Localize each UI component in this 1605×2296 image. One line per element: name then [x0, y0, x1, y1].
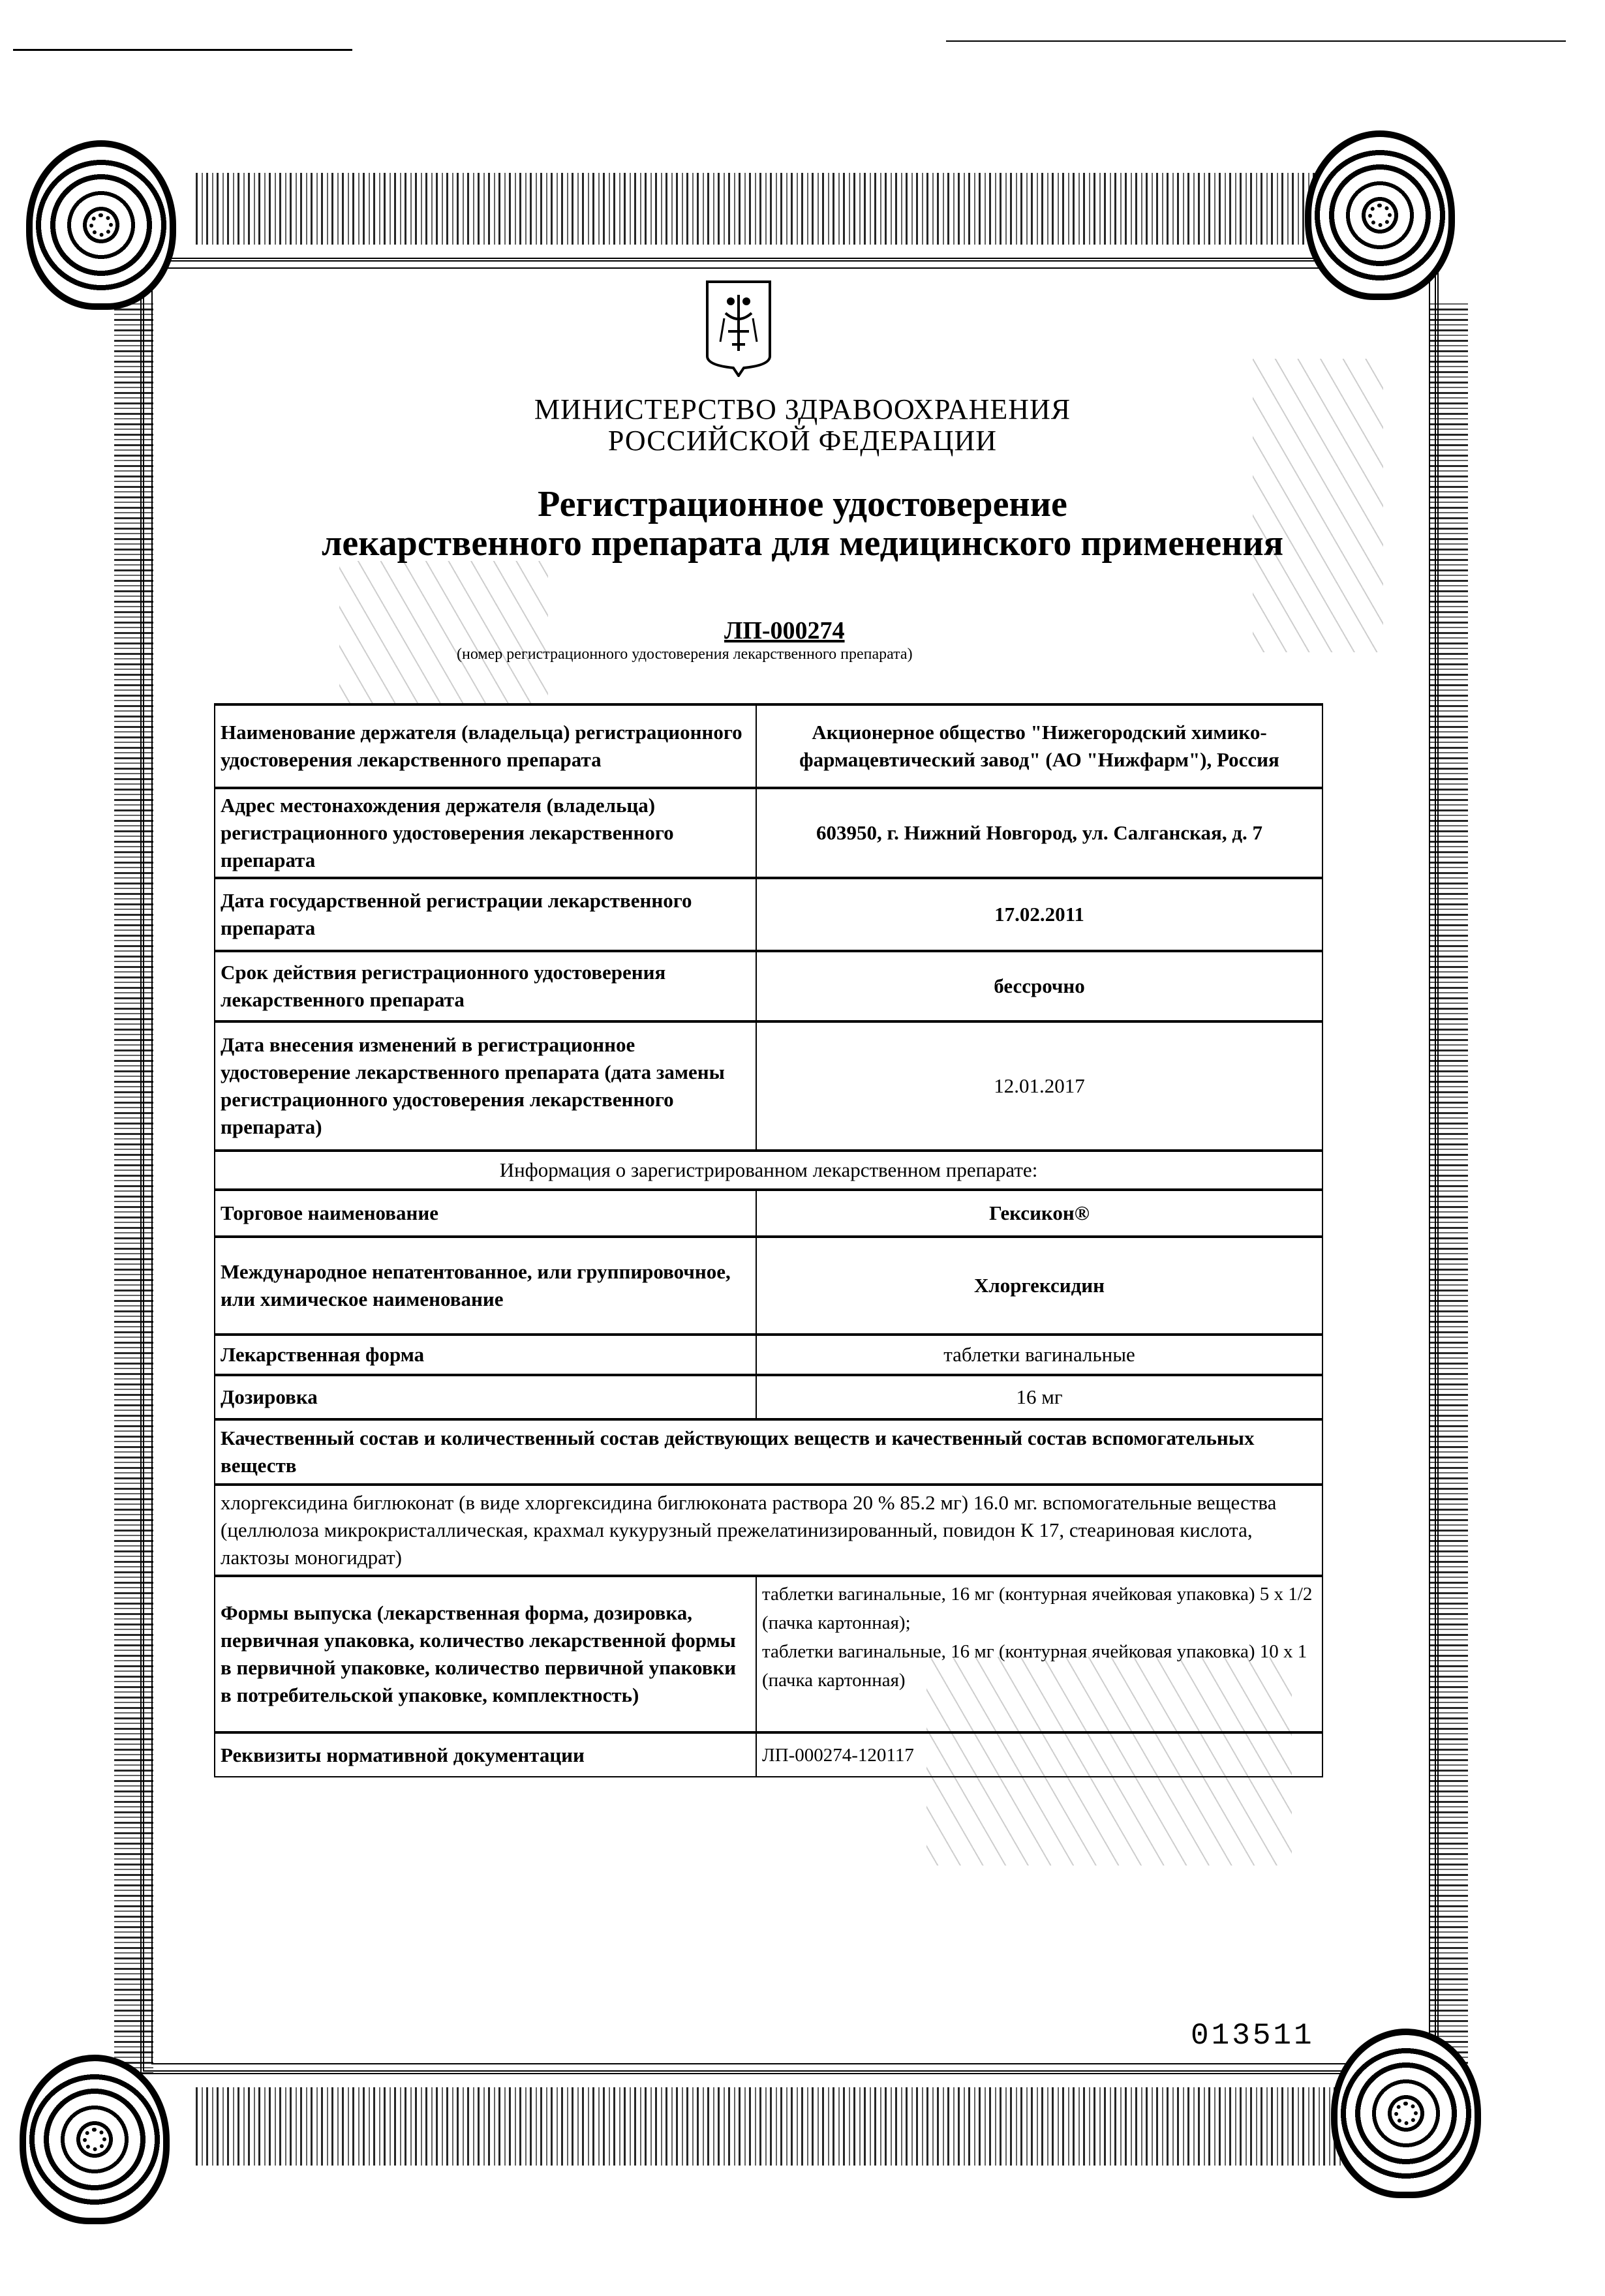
- row-label: Дозировка: [215, 1375, 756, 1419]
- frame-top-band: [196, 173, 1390, 245]
- row-value: Хлоргексидин: [756, 1237, 1322, 1335]
- table-row: [215, 1021, 1322, 1151]
- row-label: Лекарственная форма: [215, 1335, 756, 1375]
- coat-of-arms-icon: [705, 279, 772, 377]
- document-title-line2: лекарственного препарата для медицинского применения: [321, 523, 1284, 564]
- release-form-line: таблетки вагинальные, 16 мг (контурная ячейковая упаковка) 10 х 1 (пачка картонная): [762, 1641, 1307, 1691]
- document-title-line1: Регистрационное удостоверение: [538, 484, 1067, 524]
- row-label: Формы выпуска (лекарственная форма, дозировка, первичная упаковка, количество лекарственной формы в первичной упаковке, количество первичной упаковки в потребительской упаковке, комплектность): [215, 1576, 756, 1732]
- row-label: Наименование держателя (владельца) регистрационного удостоверения лекарственного препарата: [215, 704, 756, 788]
- corner-ornament-top-left-icon: [26, 140, 176, 310]
- table-row: [215, 878, 1322, 951]
- row-label: Дата внесения изменений в регистрационное удостоверение лекарственного препарата (дата замены регистрационного удостоверения лекарственного препарата): [215, 1021, 756, 1151]
- certificate-table: [214, 703, 1323, 1777]
- table-row: [215, 951, 1322, 1021]
- composition-row: [215, 1485, 1322, 1576]
- table-row: [215, 1237, 1322, 1335]
- table-row: [215, 1732, 1322, 1777]
- row-value: таблетки вагинальные: [756, 1335, 1322, 1375]
- corner-ornament-bottom-right-icon: [1331, 2029, 1481, 2198]
- row-value: 603950, г. Нижний Новгород, ул. Салганская, д. 7: [756, 788, 1322, 878]
- row-value: ЛП-000274-120117: [756, 1732, 1322, 1777]
- table-row: [215, 788, 1322, 878]
- row-value: [756, 1576, 1322, 1732]
- table-row: [215, 1190, 1322, 1237]
- release-form-line: таблетки вагинальные, 16 мг (контурная ячейковая упаковка) 5 х 1/2 (пачка картонная);: [762, 1584, 1313, 1633]
- row-label: Адрес местонахождения держателя (владельца) регистрационного удостоверения лекарственного препарата: [215, 788, 756, 878]
- scan-artifact: [946, 40, 1566, 42]
- row-value: 17.02.2011: [756, 878, 1322, 951]
- row-value: Гексикон®: [756, 1190, 1322, 1237]
- row-value: 12.01.2017: [756, 1021, 1322, 1151]
- row-label: Срок действия регистрационного удостоверения лекарственного препарата: [215, 951, 756, 1021]
- row-value: Акционерное общество "Нижегородский химико-фармацевтический завод" (АО "Нижфарм"), Россия: [756, 704, 1322, 788]
- corner-ornament-bottom-left-icon: [20, 2055, 170, 2224]
- row-value: бессрочно: [756, 951, 1322, 1021]
- table-row: [215, 1576, 1322, 1732]
- row-label: Международное непатентованное, или группировочное, или химическое наименование: [215, 1237, 756, 1335]
- row-label: Торговое наименование: [215, 1190, 756, 1237]
- row-value: 16 мг: [756, 1375, 1322, 1419]
- corner-ornament-top-right-icon: [1305, 130, 1455, 300]
- composition-header-row: [215, 1419, 1322, 1485]
- section-header: Информация о зарегистрированном лекарственном препарате:: [215, 1151, 1322, 1190]
- scan-noise: [339, 561, 548, 704]
- table-row: [215, 1375, 1322, 1419]
- serial-number: 013511: [1191, 2019, 1315, 2053]
- table-row: [215, 704, 1322, 788]
- ministry-name-line1: МИНИСТЕРСТВО ЗДРАВООХРАНЕНИЯ: [534, 393, 1071, 425]
- composition-header: Качественный состав и количественный состав действующих веществ и качественный состав вспомогательных веществ: [215, 1419, 1322, 1485]
- table-row: [215, 1335, 1322, 1375]
- row-label: Реквизиты нормативной документации: [215, 1732, 756, 1777]
- frame-bottom-band: [196, 2087, 1390, 2166]
- registration-number-caption: (номер регистрационного удостоверения лекарственного препарата): [457, 646, 913, 663]
- composition-text: хлоргексидина биглюконат (в виде хлоргексидина биглюконата раствора 20 % 85.2 мг) 16.0 мг. вспомогательные вещества (целлюлоза микрокристаллическая, крахмал кукурузный прежелатинизированный, повидон К 17, стеариновая кислота, лактозы моногидрат): [215, 1485, 1322, 1576]
- section-header-row: [215, 1151, 1322, 1190]
- registration-number: ЛП-000274: [724, 617, 845, 644]
- scan-artifact: [13, 49, 352, 51]
- row-label: Дата государственной регистрации лекарственного препарата: [215, 878, 756, 951]
- ministry-name-line2: РОССИЙСКОЙ ФЕДЕРАЦИИ: [607, 425, 998, 457]
